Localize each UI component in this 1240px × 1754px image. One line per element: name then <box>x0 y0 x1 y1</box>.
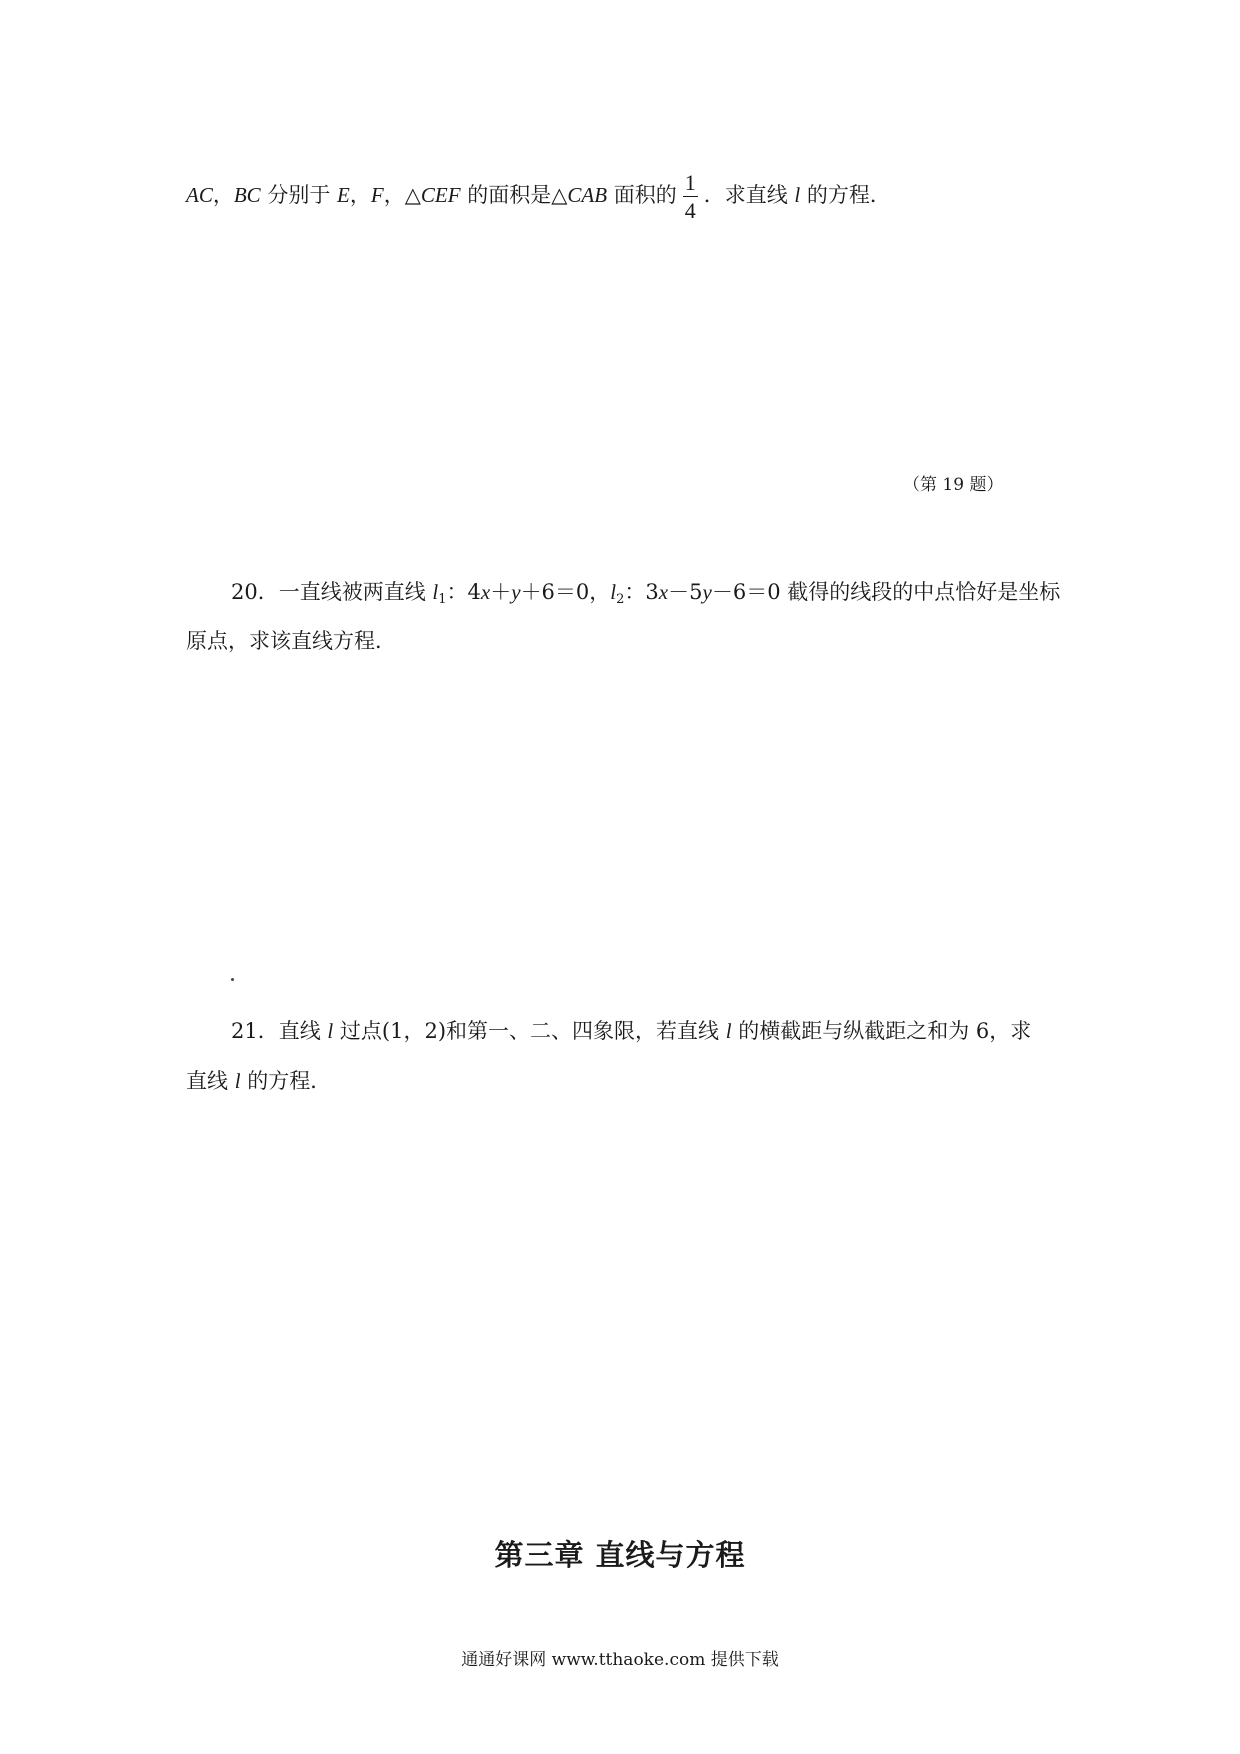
segment-ac: AC <box>186 183 213 208</box>
stray-dot <box>231 978 234 981</box>
segment-bc: BC <box>233 183 261 208</box>
fraction-one-quarter: $\frac{1}{4}$ <box>684 170 696 224</box>
figure-caption: （第 19 题） <box>903 475 1004 495</box>
line-l: l <box>794 183 801 208</box>
q21-line-2: 直线 l 的方程． <box>186 1069 332 1093</box>
triangle-cef: CEF <box>420 183 461 208</box>
triangle-cab: CAB <box>567 183 608 208</box>
point-f: F <box>370 183 384 208</box>
point-e: E <box>337 183 350 208</box>
page-footer: 通通好课网 www.tthaoke.com 提供下载 <box>461 1650 779 1670</box>
q21-line-1: 21．直线 l 过点(1，2)和第一、二、四象限，若直线 l 的横截距与纵截距之和为 6，求 <box>231 1019 1032 1043</box>
chapter-title: 第三章 直线与方程 <box>494 1538 746 1572</box>
q19-text: AC，BC 分别于 E，F，△CEF 的面积是△CAB 面积的 $\frac{1}{4}$ ．求直线 l 的方程． <box>186 170 891 224</box>
q20-line-2: 原点，求该直线方程． <box>186 629 396 653</box>
q20-line-1: 20．一直线被两直线 $l_1$：4x＋y＋6＝0，$l_2$：3x－5y－6＝0 截得的线段的中点恰好是坐标 <box>231 580 1061 607</box>
